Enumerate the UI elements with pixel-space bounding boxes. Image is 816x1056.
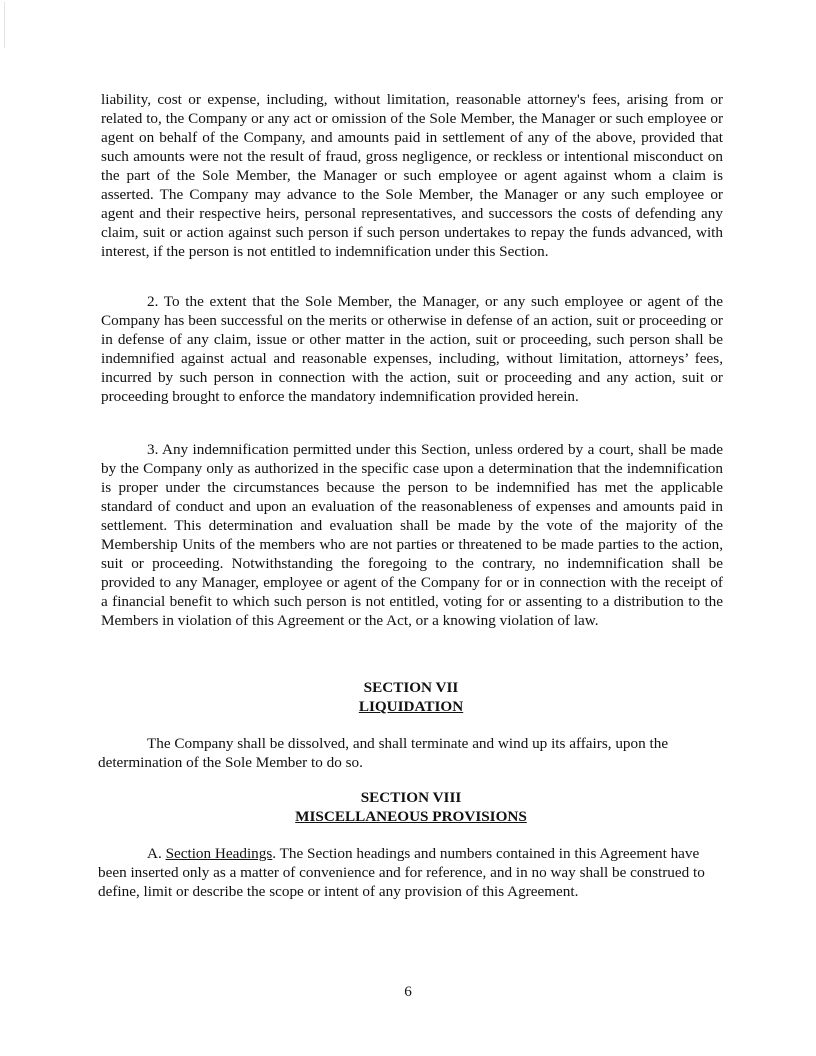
scan-edge-mark bbox=[4, 2, 5, 48]
item-a-heading: Section Headings bbox=[165, 845, 273, 862]
section-viii-number: SECTION VIII bbox=[360, 789, 462, 806]
indemnification-paragraph-3: 3. Any indemnification permitted under this Section, unless ordered by a court, shall be made by the Company only as authorized in the specific case upon a determination that the indemnification is proper under the circumstances because the person to be indemnified has met the applicable standard of conduct and upon an evaluation of the reasonableness of expenses and amounts paid in settlement. This determination and evaluation shall be made by the vote of the majority of the Membership Units of the members who are not parties or threatened to be made parties to the action, suit or proceeding. Notwithstanding the foregoing to the contrary, no indemnification shall be provided to any Manager, employee or agent of the Company for or in connection with the receipt of a financial benefit to which such person is not entitled, voting for or assenting to a distribution to the Members in violation of this Agreement or the Act, or a knowing violation of law. bbox=[101, 441, 723, 629]
indemnification-paragraph-2: 2. To the extent that the Sole Member, the Manager, or any such employee or agent of the Company has been successful on the merits or otherwise in defense of an action, suit or proceeding or in defense of any claim, issue or other matter in the action, suit or proceeding, such person shall be indemnified against actual and reasonable expenses, including, without limitation, attorneys’ fees, incurred by such person in connection with the action, suit or proceeding and any action, suit or proceeding brought to enforce the mandatory indemnification provided herein. bbox=[101, 293, 723, 405]
section-viii-title: MISCELLANEOUS PROVISIONS bbox=[295, 808, 527, 825]
section-vii-title: LIQUIDATION bbox=[358, 698, 464, 715]
section-viii-heading bbox=[101, 788, 721, 826]
page-number: 6 bbox=[404, 983, 412, 1000]
section-vii-heading bbox=[101, 678, 721, 716]
section-headings-paragraph bbox=[98, 844, 724, 901]
item-a-body: . The Section headings and numbers contained in this Agreement have been inserted only as a matter of convenience and for reference, and in no way shall be construed to define, limit or describe the scope or intent of any provision of this Agreement. bbox=[98, 845, 705, 900]
item-a-prefix: A. bbox=[147, 845, 166, 862]
section-vii-number: SECTION VII bbox=[363, 679, 459, 696]
liquidation-paragraph: The Company shall be dissolved, and shall terminate and wind up its affairs, upon the determination of the Sole Member to do so. bbox=[98, 735, 669, 771]
indemnification-paragraph-continued: liability, cost or expense, including, without limitation, reasonable attorney's fees, arising from or related to, the Company or any act or omission of the Sole Member, the Manager or such employee or agent on behalf of the Company, and amounts paid in settlement of any of the above, provided that such amounts were not the result of fraud, gross negligence, or reckless or intentional misconduct on the part of the Sole Member, the Manager or such employee or agent against whom a claim is asserted. The Company may advance to the Sole Member, the Manager or any such employee or agent and their respective heirs, personal representatives, and successors the costs of defending any claim, suit or action against such person if such person undertakes to repay the funds advanced, with interest, if the person is not entitled to indemnification under this Section. bbox=[101, 91, 723, 260]
